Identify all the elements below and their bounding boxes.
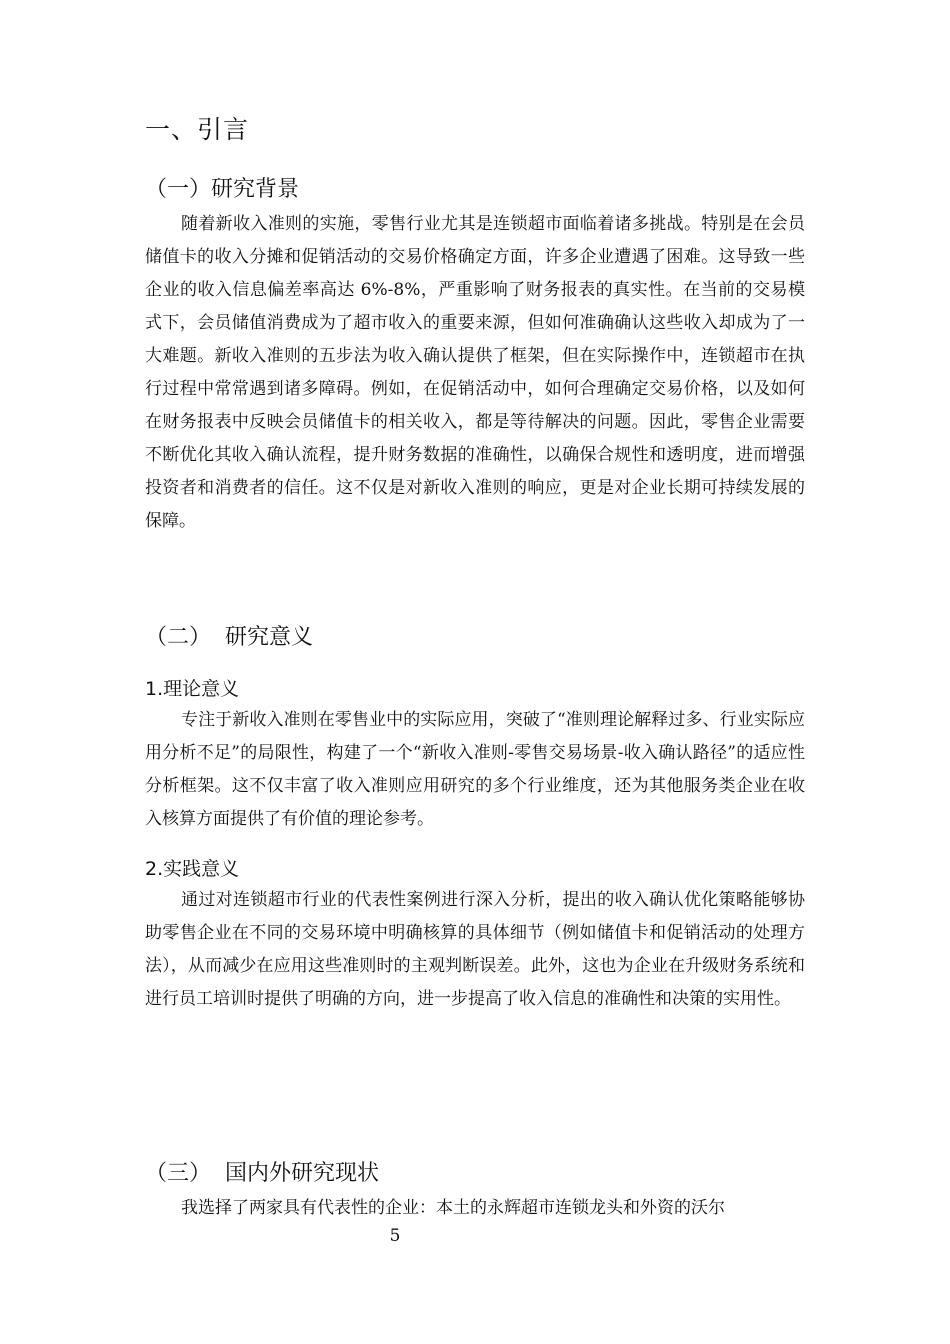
chapter-heading: 一、引言 [145, 115, 250, 144]
paragraph-background: 随着新收入准则的实施，零售行业尤其是连锁超市面临着诸多挑战。特别是在会员储值卡的收入分摊和促销活动的交易价格确定方面，许多企业遭遇了困难。这导致一些企业的收入信息偏差率高达 6%-8%，严重影响了财务报表的真实性。在当前的交易模式下，会员储值消费成为了超市收入的重要来源，但如何准确确认这些收入却成为了一大难题。新收入准则的五步法为收入确认提供了框架，但在实际操作中，连锁超市在执行过程中常常遇到诸多障碍。例如，在促销活动中，如何合理确定交易价格，以及如何在财务报表中反映会员储值卡的相关收入，都是等待解决的问题。因此，零售企业需要不断优化其收入确认流程，提升财务数据的准确性，以确保合规性和透明度，进而增强投资者和消费者的信任。这不仅是对新收入准则的响应，更是对企业长期可持续发展的保障。 [145, 214, 805, 531]
subsection-heading-theory: 1.理论意义 [145, 678, 240, 700]
section-heading-significance: （二） 研究意义 [145, 625, 313, 650]
paragraph-research-status: 我选择了两家具有代表性的企业：本土的永辉超市连锁龙头和外资的沃尔 [181, 1198, 725, 1218]
paragraph-theory: 专注于新收入准则在零售业中的实际应用，突破了“准则理论解释过多、行业实际应用分析不足”的局限性，构建了一个“新收入准则-零售交易场景-收入确认路径”的适应性分析框架。这不仅丰富了收入准则应用研究的多个行业维度，还为其他服务类企业在收入核算方面提供了有价值的理论参考。 [145, 710, 805, 829]
section-heading-background: （一）研究背景 [145, 177, 300, 202]
paragraph-practice: 通过对连锁超市行业的代表性案例进行深入分析，提出的收入确认优化策略能够协助零售企业在不同的交易环境中明确核算的具体细节（例如储值卡和促销活动的处理方法），从而减少在应用这些准则时的主观判断误差。此外，这也为企业在升级财务系统和进行员工培训时提供了明确的方向，进一步提高了收入信息的准确性和决策的实用性。 [145, 890, 805, 1009]
subsection-heading-practice: 2.实践意义 [145, 858, 240, 880]
page-number: 5 [389, 1226, 401, 1246]
section-heading-research-status: （三） 国内外研究现状 [145, 1161, 379, 1186]
